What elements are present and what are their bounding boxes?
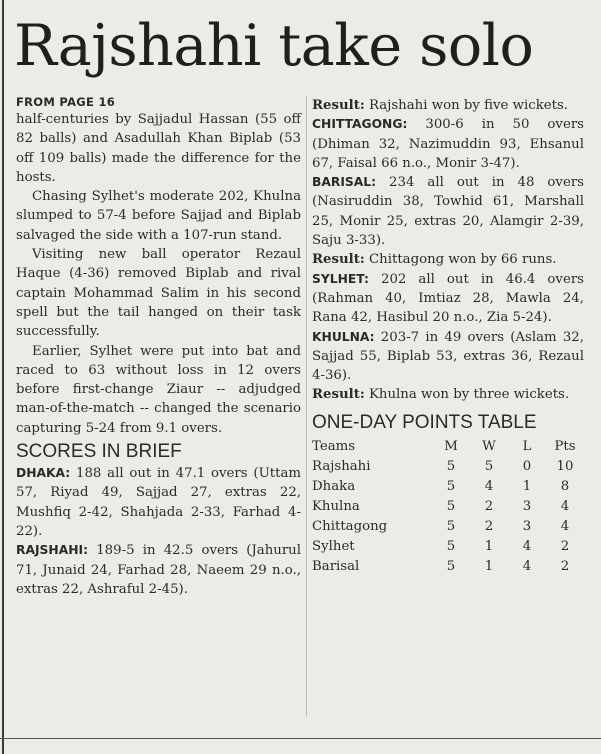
points-cell: 4 [560,498,570,514]
points-cell: 8 [560,478,570,494]
score-text: 234 all out in 48 overs (Nasiruddin 38, Towhid 61, Marshall 25, Monir 25, extras 20, Alamgir 2-39, Saju 3-33). [312,175,584,249]
team-label: SYLHET: [312,271,369,286]
score-entry [312,115,584,173]
column-header: M [444,438,458,454]
team-label: KHULNA: [312,329,375,344]
result-label: Result: [312,252,365,268]
team-cell: Sylhet [312,538,355,554]
score-text: 188 all out in 47.1 overs (Uttam 57, Riyad 49, Sajjad 27, extras 22, Mushfiq 2-42, Shahjada 2-33, Farhad 4-22). [16,466,301,539]
result-entry [312,250,584,269]
article-paragraph: half-centuries by Sajjadul Hassan (55 off 82 balls) and Asadullah Khan Biplab (53 off 109 balls) made the difference for the hosts. [16,112,301,185]
points-cell: 4 [560,518,570,534]
team-cell: Chittagong [312,518,388,534]
scores-heading: SCORES IN BRIEF [16,441,182,463]
points-table [312,437,584,577]
losses-cell: 0 [522,458,532,474]
score-entry [312,173,584,250]
column-header: Pts [554,438,576,454]
result-text: Rajshahi won by five wickets. [364,98,569,113]
team-label: BARISAL: [312,175,377,190]
score-entry [312,270,584,328]
result-label: Result: [312,98,365,113]
team-cell: Barisal [312,558,360,574]
losses-cell: 1 [522,478,532,494]
matches-cell: 5 [446,478,456,494]
bottom-rule [0,738,601,739]
score-text: 203-7 in 49 overs (Aslam 32, Sajjad 55, Biplab 53, extras 36, Rezaul 4-36). [312,329,584,384]
team-cell: Rajshahi [312,458,371,474]
result-text: Khulna won by three wickets. [364,387,570,403]
team-label: RAJSHAHI: [16,543,89,558]
score-entry [16,464,301,541]
headline: Rajshahi take solo [14,13,534,79]
wins-cell: 4 [484,478,494,494]
result-text: Chittagong won by 66 runs. [364,252,557,268]
table-row [312,557,584,577]
team-cell: Khulna [312,498,360,514]
column-header: W [482,438,496,454]
wins-cell: 5 [484,458,494,474]
table-row [312,477,584,497]
kicker: FROM PAGE 16 [16,95,116,109]
points-table-heading: ONE-DAY POINTS TABLE [312,411,537,433]
score-text: 189-5 in 42.5 overs (Jahurul 71, Junaid 24, Farhad 28, Naeem 29 n.o., extras 22, Ashraful 2-45). [16,543,301,597]
table-row [312,457,584,477]
matches-cell: 5 [446,538,456,554]
table-row [312,497,584,517]
score-entry [16,541,301,599]
result-label: Result: [312,387,365,403]
right-column [312,96,584,577]
article-paragraph: Chasing Sylhet's moderate 202, Khulna slumped to 57-4 before Sajjad and Biplab salvaged the side with a 107-run stand. [16,189,301,243]
points-cell: 2 [560,558,570,574]
left-column [16,96,301,599]
result-entry [312,385,584,404]
wins-cell: 1 [484,558,494,574]
team-label: CHITTAGONG: [312,117,408,132]
matches-cell: 5 [446,498,456,514]
score-text: 300-6 in 50 overs (Dhiman 32, Nazimuddin 93, Ehsanul 67, Faisal 66 n.o., Monir 3-47). [312,117,584,171]
column-divider [306,96,307,716]
matches-cell: 5 [446,518,456,534]
team-label: DHAKA: [16,466,71,481]
table-header-row [312,437,584,457]
team-cell: Dhaka [312,478,356,494]
column-header: L [522,438,532,454]
score-text: 202 all out in 46.4 overs (Rahman 40, Imtiaz 28, Mawla 24, Rana 42, Hasibul 20 n.o., Zia 5-24). [312,271,584,326]
table-row [312,517,584,537]
points-cell: 10 [556,458,574,474]
matches-cell: 5 [446,458,456,474]
table-row [312,537,584,557]
losses-cell: 4 [522,538,532,554]
points-cell: 2 [560,538,570,554]
wins-cell: 2 [484,518,494,534]
losses-cell: 3 [522,498,532,514]
column-header: Teams [312,438,356,454]
wins-cell: 2 [484,498,494,514]
losses-cell: 4 [522,558,532,574]
losses-cell: 3 [522,518,532,534]
article-paragraph: Visiting new ball operator Rezaul Haque (4-36) removed Biplab and rival captain Mohammad Salim in his second spell but the tail hanged on their task successfully. [16,247,301,340]
wins-cell: 1 [484,538,494,554]
column-rule [2,0,4,754]
result-entry [312,96,584,115]
score-entry [312,328,584,386]
matches-cell: 5 [446,558,456,574]
article-paragraph: Earlier, Sylhet were put into bat and raced to 63 without loss in 12 overs before first-change Ziaur -- adjudged man-of-the-match -- changed the scenario capturing 5-24 from 9.1 overs. [16,343,301,436]
